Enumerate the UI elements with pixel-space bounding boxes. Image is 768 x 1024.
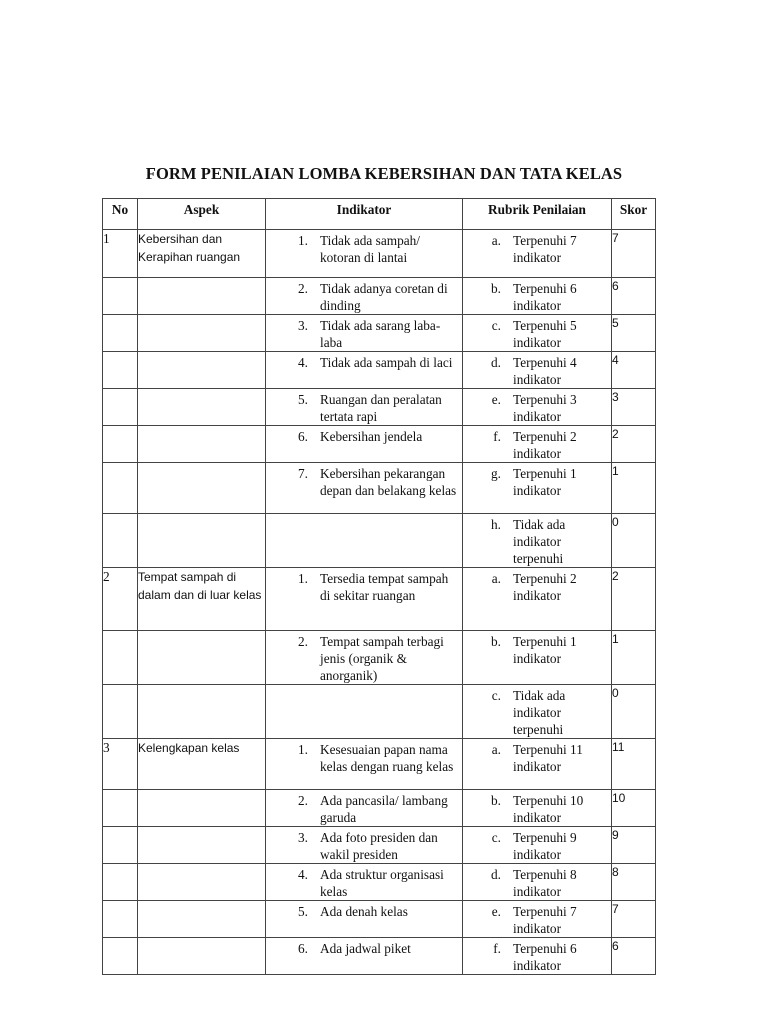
header-rubrik: Rubrik Penilaian [463,199,612,230]
skor-cell: 11 [612,739,656,790]
rubrik-text: Tidak ada indikator terpenuhi [513,517,566,566]
rubrik-cell [463,278,612,315]
rubrik-text: Terpenuhi 1 indikator [513,634,577,666]
indikator-text: Tidak adanya coretan di dinding [320,281,448,313]
rubrik-letter: f. [493,941,501,956]
no-cell [103,938,138,975]
skor-cell: 3 [612,389,656,426]
table-row [103,315,656,352]
indikator-cell [266,230,463,278]
table-row [103,827,656,864]
indikator-text: Tidak ada sampah/ kotoran di lantai [320,233,420,265]
indikator-cell [266,463,463,514]
rubrik-letter: b. [491,281,501,296]
indikator-text: Ada jadwal piket [320,941,411,956]
indikator-cell [266,514,463,568]
indikator-item [266,230,462,266]
rubrik-cell [463,230,612,278]
skor-cell: 2 [612,568,656,631]
aspek-cell [138,938,266,975]
aspek-cell [138,514,266,568]
rubrik-letter: b. [491,634,501,649]
rubrik-cell [463,827,612,864]
aspek-cell [138,685,266,739]
skor-cell: 6 [612,938,656,975]
skor-cell: 4 [612,352,656,389]
indikator-text: Ada pancasila/ lambang garuda [320,793,448,825]
table-row [103,426,656,463]
indikator-cell [266,315,463,352]
rubrik-letter: h. [491,517,501,532]
indikator-item [266,631,462,684]
indikator-item [266,315,462,351]
no-cell [103,864,138,901]
rubrik-letter: c. [491,688,501,703]
rubrik-item [463,739,611,775]
indikator-number: 5. [298,904,308,919]
no-cell [103,685,138,739]
rubrik-cell [463,739,612,790]
table-row [103,568,656,631]
indikator-text: Kebersihan jendela [320,429,423,444]
no-cell: 1 [103,230,138,278]
skor-cell: 0 [612,514,656,568]
rubrik-text: Terpenuhi 4 indikator [513,355,577,387]
no-cell [103,426,138,463]
table-row [103,352,656,389]
aspek-cell [138,901,266,938]
no-cell [103,389,138,426]
rubrik-cell [463,352,612,389]
no-cell [103,901,138,938]
aspek-cell [138,278,266,315]
indikator-cell [266,568,463,631]
indikator-item [266,352,462,371]
aspek-cell [138,426,266,463]
indikator-text: Ada denah kelas [320,904,408,919]
rubrik-item [463,938,611,974]
rubrik-cell [463,426,612,463]
indikator-item [266,901,462,920]
rubrik-text: Terpenuhi 1 indikator [513,466,577,498]
indikator-text: Tidak ada sampah di laci [320,355,453,370]
rubrik-item [463,864,611,900]
indikator-item [266,278,462,314]
rubrik-item [463,568,611,604]
rubrik-item [463,278,611,314]
rubrik-item [463,631,611,667]
skor-cell: 8 [612,864,656,901]
indikator-number: 4. [298,867,308,882]
indikator-number: 2. [298,793,308,808]
rubrik-letter: a. [491,742,501,757]
indikator-cell [266,631,463,685]
skor-cell: 9 [612,827,656,864]
rubrik-letter: d. [491,355,501,370]
rubrik-item [463,790,611,826]
aspek-cell [138,389,266,426]
table-row [103,514,656,568]
aspek-cell [138,631,266,685]
skor-cell: 1 [612,463,656,514]
indikator-number: 4. [298,355,308,370]
rubrik-letter: c. [491,830,501,845]
skor-cell: 10 [612,790,656,827]
indikator-item [266,426,462,445]
indikator-cell [266,389,463,426]
indikator-item [266,389,462,425]
rubrik-text: Terpenuhi 2 indikator [513,429,577,461]
rubrik-item [463,389,611,425]
rubrik-text: Terpenuhi 2 indikator [513,571,577,603]
indikator-text: Ada foto presiden dan wakil presiden [320,830,438,862]
no-cell: 2 [103,568,138,631]
table-header-row [103,199,656,230]
header-aspek: Aspek [138,199,266,230]
rubrik-cell [463,631,612,685]
indikator-item [266,827,462,863]
no-cell: 3 [103,739,138,790]
indikator-text: Ruangan dan peralatan tertata rapi [320,392,442,424]
skor-cell: 7 [612,901,656,938]
no-cell [103,790,138,827]
indikator-cell [266,278,463,315]
indikator-number: 1. [298,571,308,586]
aspek-cell [138,352,266,389]
skor-cell: 7 [612,230,656,278]
rubrik-letter: a. [491,571,501,586]
table-row [103,901,656,938]
no-cell [103,827,138,864]
skor-cell: 5 [612,315,656,352]
rubrik-item [463,463,611,499]
rubrik-item [463,352,611,388]
rubrik-text: Terpenuhi 11 indikator [513,742,583,774]
indikator-cell [266,790,463,827]
aspek-cell [138,864,266,901]
rubrik-letter: d. [491,867,501,882]
table-row [103,685,656,739]
table-row [103,631,656,685]
table-row [103,463,656,514]
rubrik-cell [463,568,612,631]
no-cell [103,631,138,685]
form-title: FORM PENILAIAN LOMBA KEBERSIHAN DAN TATA KELAS [145,164,623,183]
rubrik-text: Terpenuhi 10 indikator [513,793,584,825]
rubrik-cell [463,389,612,426]
rubrik-cell [463,790,612,827]
rubrik-cell [463,514,612,568]
indikator-number: 5. [298,392,308,407]
rubrik-item [463,901,611,937]
rubrik-cell [463,938,612,975]
assessment-table [102,198,656,975]
indikator-number: 3. [298,318,308,333]
indikator-number: 6. [298,429,308,444]
no-cell [103,278,138,315]
aspek-cell [138,463,266,514]
indikator-item [266,568,462,604]
table-row [103,864,656,901]
skor-cell: 1 [612,631,656,685]
rubrik-cell [463,901,612,938]
table-row [103,739,656,790]
rubrik-letter: e. [491,904,501,919]
skor-cell: 2 [612,426,656,463]
indikator-item [266,864,462,900]
rubrik-letter: f. [493,429,501,444]
indikator-number: 2. [298,281,308,296]
rubrik-text: Terpenuhi 3 indikator [513,392,577,424]
aspek-cell: Tempat sampah di dalam dan di luar kelas [138,568,266,631]
indikator-cell [266,864,463,901]
aspek-cell [138,827,266,864]
rubrik-item [463,426,611,462]
aspek-cell [138,315,266,352]
indikator-cell [266,426,463,463]
indikator-number: 7. [298,466,308,481]
indikator-cell [266,827,463,864]
rubrik-item [463,685,611,738]
rubrik-cell [463,463,612,514]
rubrik-item [463,514,611,567]
rubrik-cell [463,685,612,739]
header-no: No [103,199,138,230]
skor-cell: 6 [612,278,656,315]
rubrik-text: Terpenuhi 5 indikator [513,318,577,350]
table-row [103,230,656,278]
indikator-number: 2. [298,634,308,649]
rubrik-letter: b. [491,793,501,808]
rubrik-text: Terpenuhi 8 indikator [513,867,577,899]
indikator-number: 6. [298,941,308,956]
indikator-cell [266,938,463,975]
no-cell [103,352,138,389]
rubrik-text: Terpenuhi 6 indikator [513,941,577,973]
indikator-item [266,790,462,826]
no-cell [103,514,138,568]
rubrik-text: Terpenuhi 9 indikator [513,830,577,862]
rubrik-letter: a. [491,233,501,248]
indikator-item [266,938,462,957]
table-row [103,278,656,315]
indikator-text: Ada struktur organisasi kelas [320,867,444,899]
header-indikator: Indikator [266,199,463,230]
aspek-cell: Kebersihan dan Kerapihan ruangan [138,230,266,278]
rubrik-text: Terpenuhi 6 indikator [513,281,577,313]
indikator-item [266,739,462,775]
rubrik-text: Tidak ada indikator terpenuhi [513,688,566,737]
rubrik-cell [463,315,612,352]
indikator-text: Tempat sampah terbagi jenis (organik & anorganik) [320,634,444,683]
indikator-number: 1. [298,742,308,757]
indikator-cell [266,739,463,790]
rubrik-letter: c. [491,318,501,333]
indikator-text: Tidak ada sarang laba-laba [320,318,441,350]
indikator-text: Kebersihan pekarangan depan dan belakang kelas [320,466,457,498]
header-skor: Skor [612,199,656,230]
indikator-item [266,463,462,499]
indikator-cell [266,685,463,739]
indikator-text: Tersedia tempat sampah di sekitar ruangan [320,571,449,603]
table-row [103,790,656,827]
rubrik-letter: g. [491,466,501,481]
aspek-cell [138,790,266,827]
rubrik-item [463,315,611,351]
rubrik-text: Terpenuhi 7 indikator [513,904,577,936]
indikator-cell [266,352,463,389]
rubrik-text: Terpenuhi 7 indikator [513,233,577,265]
table-row [103,389,656,426]
indikator-cell [266,901,463,938]
table-row [103,938,656,975]
rubrik-item [463,230,611,266]
no-cell [103,463,138,514]
skor-cell: 0 [612,685,656,739]
rubrik-letter: e. [491,392,501,407]
indikator-text: Kesesuaian papan nama kelas dengan ruang kelas [320,742,454,774]
no-cell [103,315,138,352]
rubrik-cell [463,864,612,901]
rubrik-item [463,827,611,863]
indikator-number: 3. [298,830,308,845]
aspek-cell: Kelengkapan kelas [138,739,266,790]
indikator-number: 1. [298,233,308,248]
